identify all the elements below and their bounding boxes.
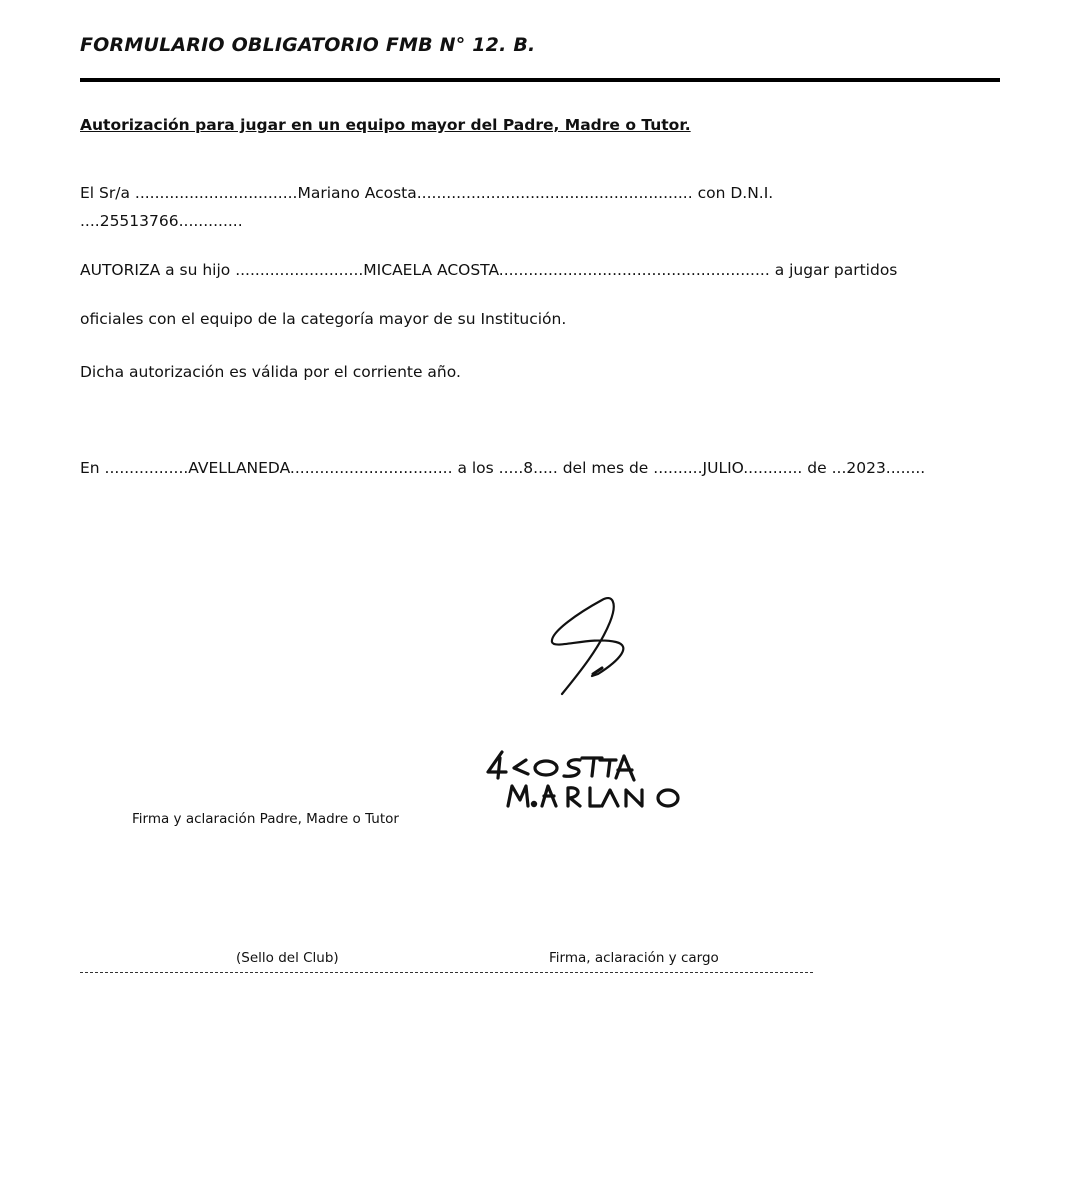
- parent-signature-caption: Firma y aclaración Padre, Madre o Tutor: [132, 811, 399, 827]
- cut-divider: [80, 972, 813, 973]
- validity-line: Dicha autorización es válida por el corriente año.: [80, 363, 461, 381]
- official-matches-line: oficiales con el equipo de la categoría mayor de su Institución.: [80, 310, 567, 328]
- form-subtitle: Autorización para jugar en un equipo mayor del Padre, Madre o Tutor.: [80, 116, 691, 134]
- form-title: FORMULARIO OBLIGATORIO FMB N° 12. B.: [80, 34, 536, 56]
- place-date-line: En .................AVELLANEDA................................. a los .....8..... del mes de ..........JULIO............ de ...2023........: [80, 459, 926, 477]
- club-stamp-caption: (Sello del Club): [236, 950, 339, 966]
- handwritten-name: [484, 748, 698, 812]
- authorization-line: AUTORIZA a su hijo ..........................MICAELA ACOSTA....................................................... a jugar partidos: [80, 261, 898, 279]
- club-signature-caption: Firma, aclaración y cargo: [549, 950, 719, 966]
- header-rule: [80, 78, 1000, 82]
- parent-line: El Sr/a .................................Mariano Acosta........................................................ con D.N.I.: [80, 184, 774, 202]
- parent-signature: [540, 592, 640, 702]
- dni-line: ....25513766.............: [80, 212, 243, 230]
